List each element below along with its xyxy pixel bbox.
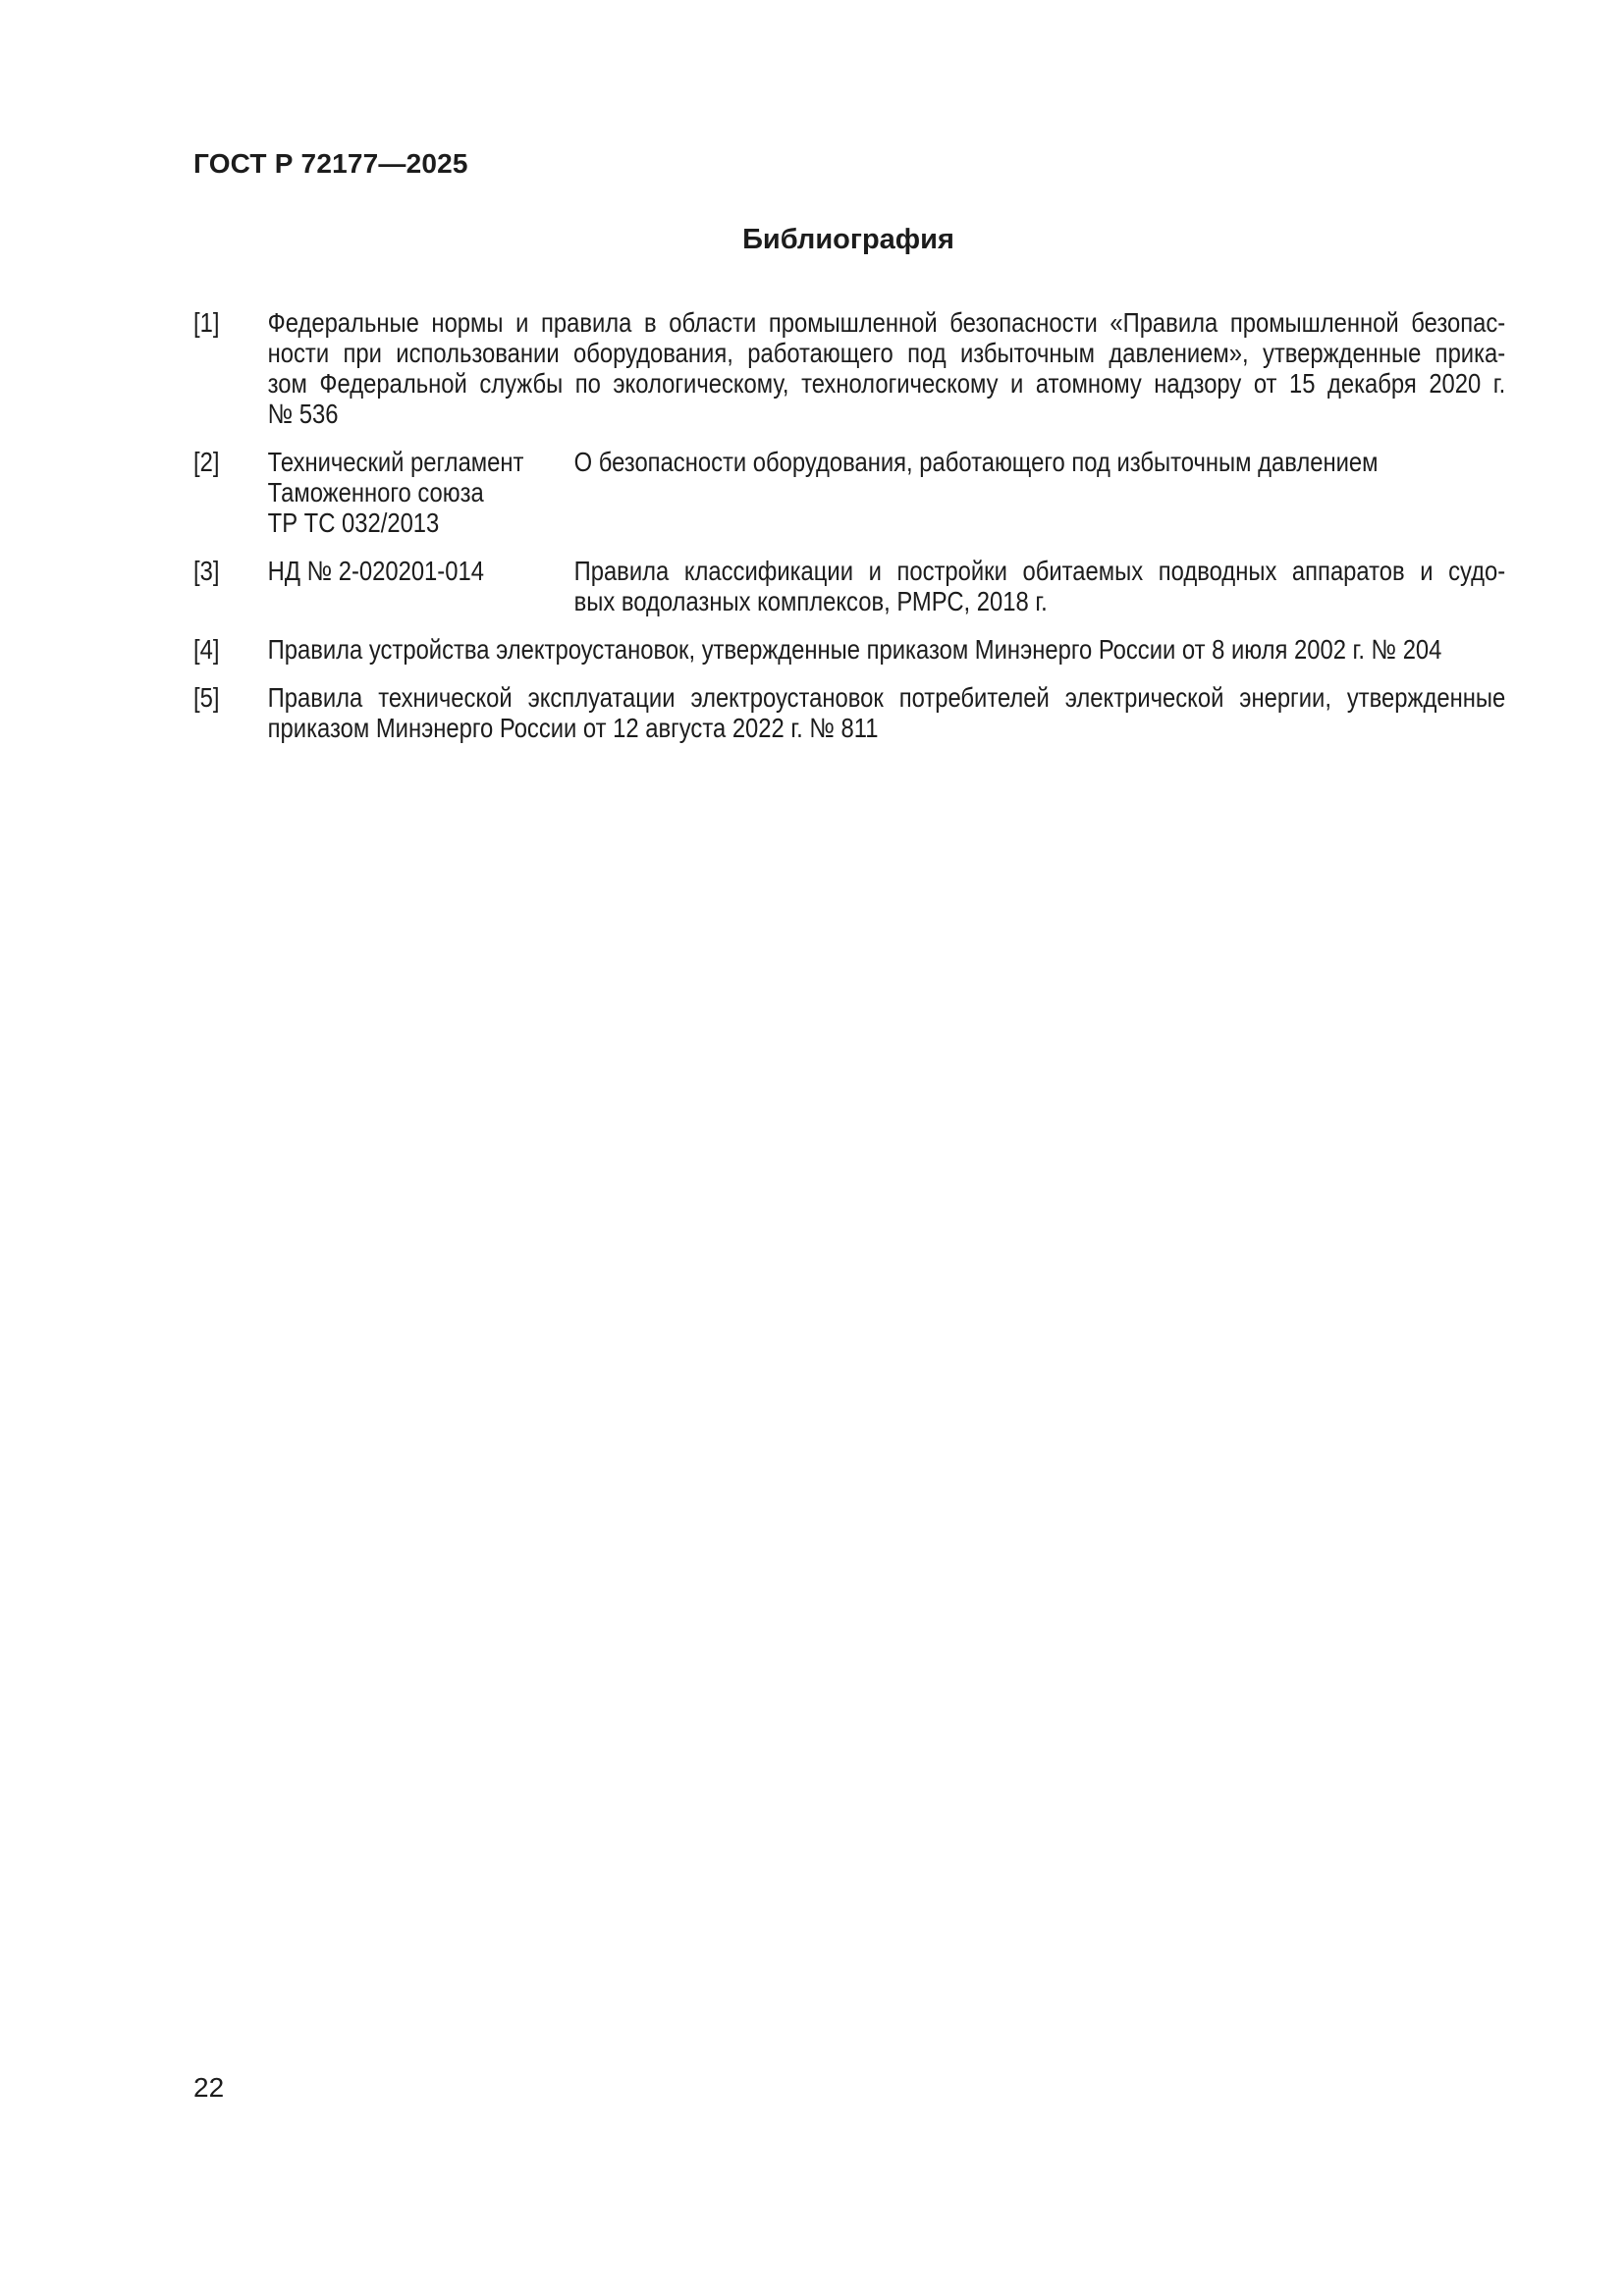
bibliography-item [193,634,1505,665]
bibliography-text-line: Федеральные нормы и правила в области промышленной безопасности «Правила промышленной безопас- [267,307,1506,338]
reference-content [268,447,1506,538]
reference-number: [2] [193,447,220,477]
reference-columns [268,556,1506,616]
bibliography-text-line: Таможенного союза [267,477,484,507]
reference-description [574,556,1506,616]
standard-designation: ГОСТ Р 72177—2025 [193,148,468,179]
reference-content [268,682,1506,743]
bibliography-text-line: зом Федеральной службы по экологическому, технологическому и атомному надзору от 15 декабря 2020 г. [267,368,1506,399]
reference-designation [268,447,574,538]
reference-content [268,556,1506,616]
page-number: 22 [193,2072,225,2103]
bibliography-text-line: ности при использовании оборудования, работающего под избыточным давлением», утвержденные прика- [267,338,1506,368]
reference-number: [5] [193,682,220,713]
bibliography-list [193,307,1505,761]
reference-content [268,634,1506,665]
reference-number: [3] [193,556,220,586]
bibliography-item [193,556,1505,616]
reference-number: [4] [193,634,220,665]
bibliography-text-line: № 536 [267,399,339,429]
bibliography-text-line: Правила устройства электроустановок, утвержденные приказом Минэнерго России от 8 июля 2002 г. № 204 [267,634,1442,665]
bibliography-text-line: Технический регламент [267,447,524,477]
bibliography-text-line: Правила технической эксплуатации электроустановок потребителей электрической энергии, утвержденные [267,682,1506,713]
bibliography-text-line: НД № 2-020201-014 [267,556,484,586]
bibliography-item [193,447,1505,538]
bibliography-item [193,682,1505,743]
reference-designation [268,556,574,586]
bibliography-text-line: Правила классификации и постройки обитаемых подводных аппаратов и судо- [573,556,1506,586]
reference-description [574,447,1506,477]
bibliography-text-line: ТР ТС 032/2013 [267,507,440,538]
bibliography-text-line: вых водолазных комплексов, РМРС, 2018 г. [573,586,1048,616]
section-title: Библиография [742,224,954,255]
reference-number: [1] [193,307,220,338]
reference-columns [268,447,1506,538]
bibliography-text-line: О безопасности оборудования, работающего под избыточным давлением [573,447,1379,477]
bibliography-item [193,307,1505,429]
reference-content [268,307,1506,429]
bibliography-text-line: приказом Минэнерго России от 12 августа 2022 г. № 811 [267,713,879,743]
